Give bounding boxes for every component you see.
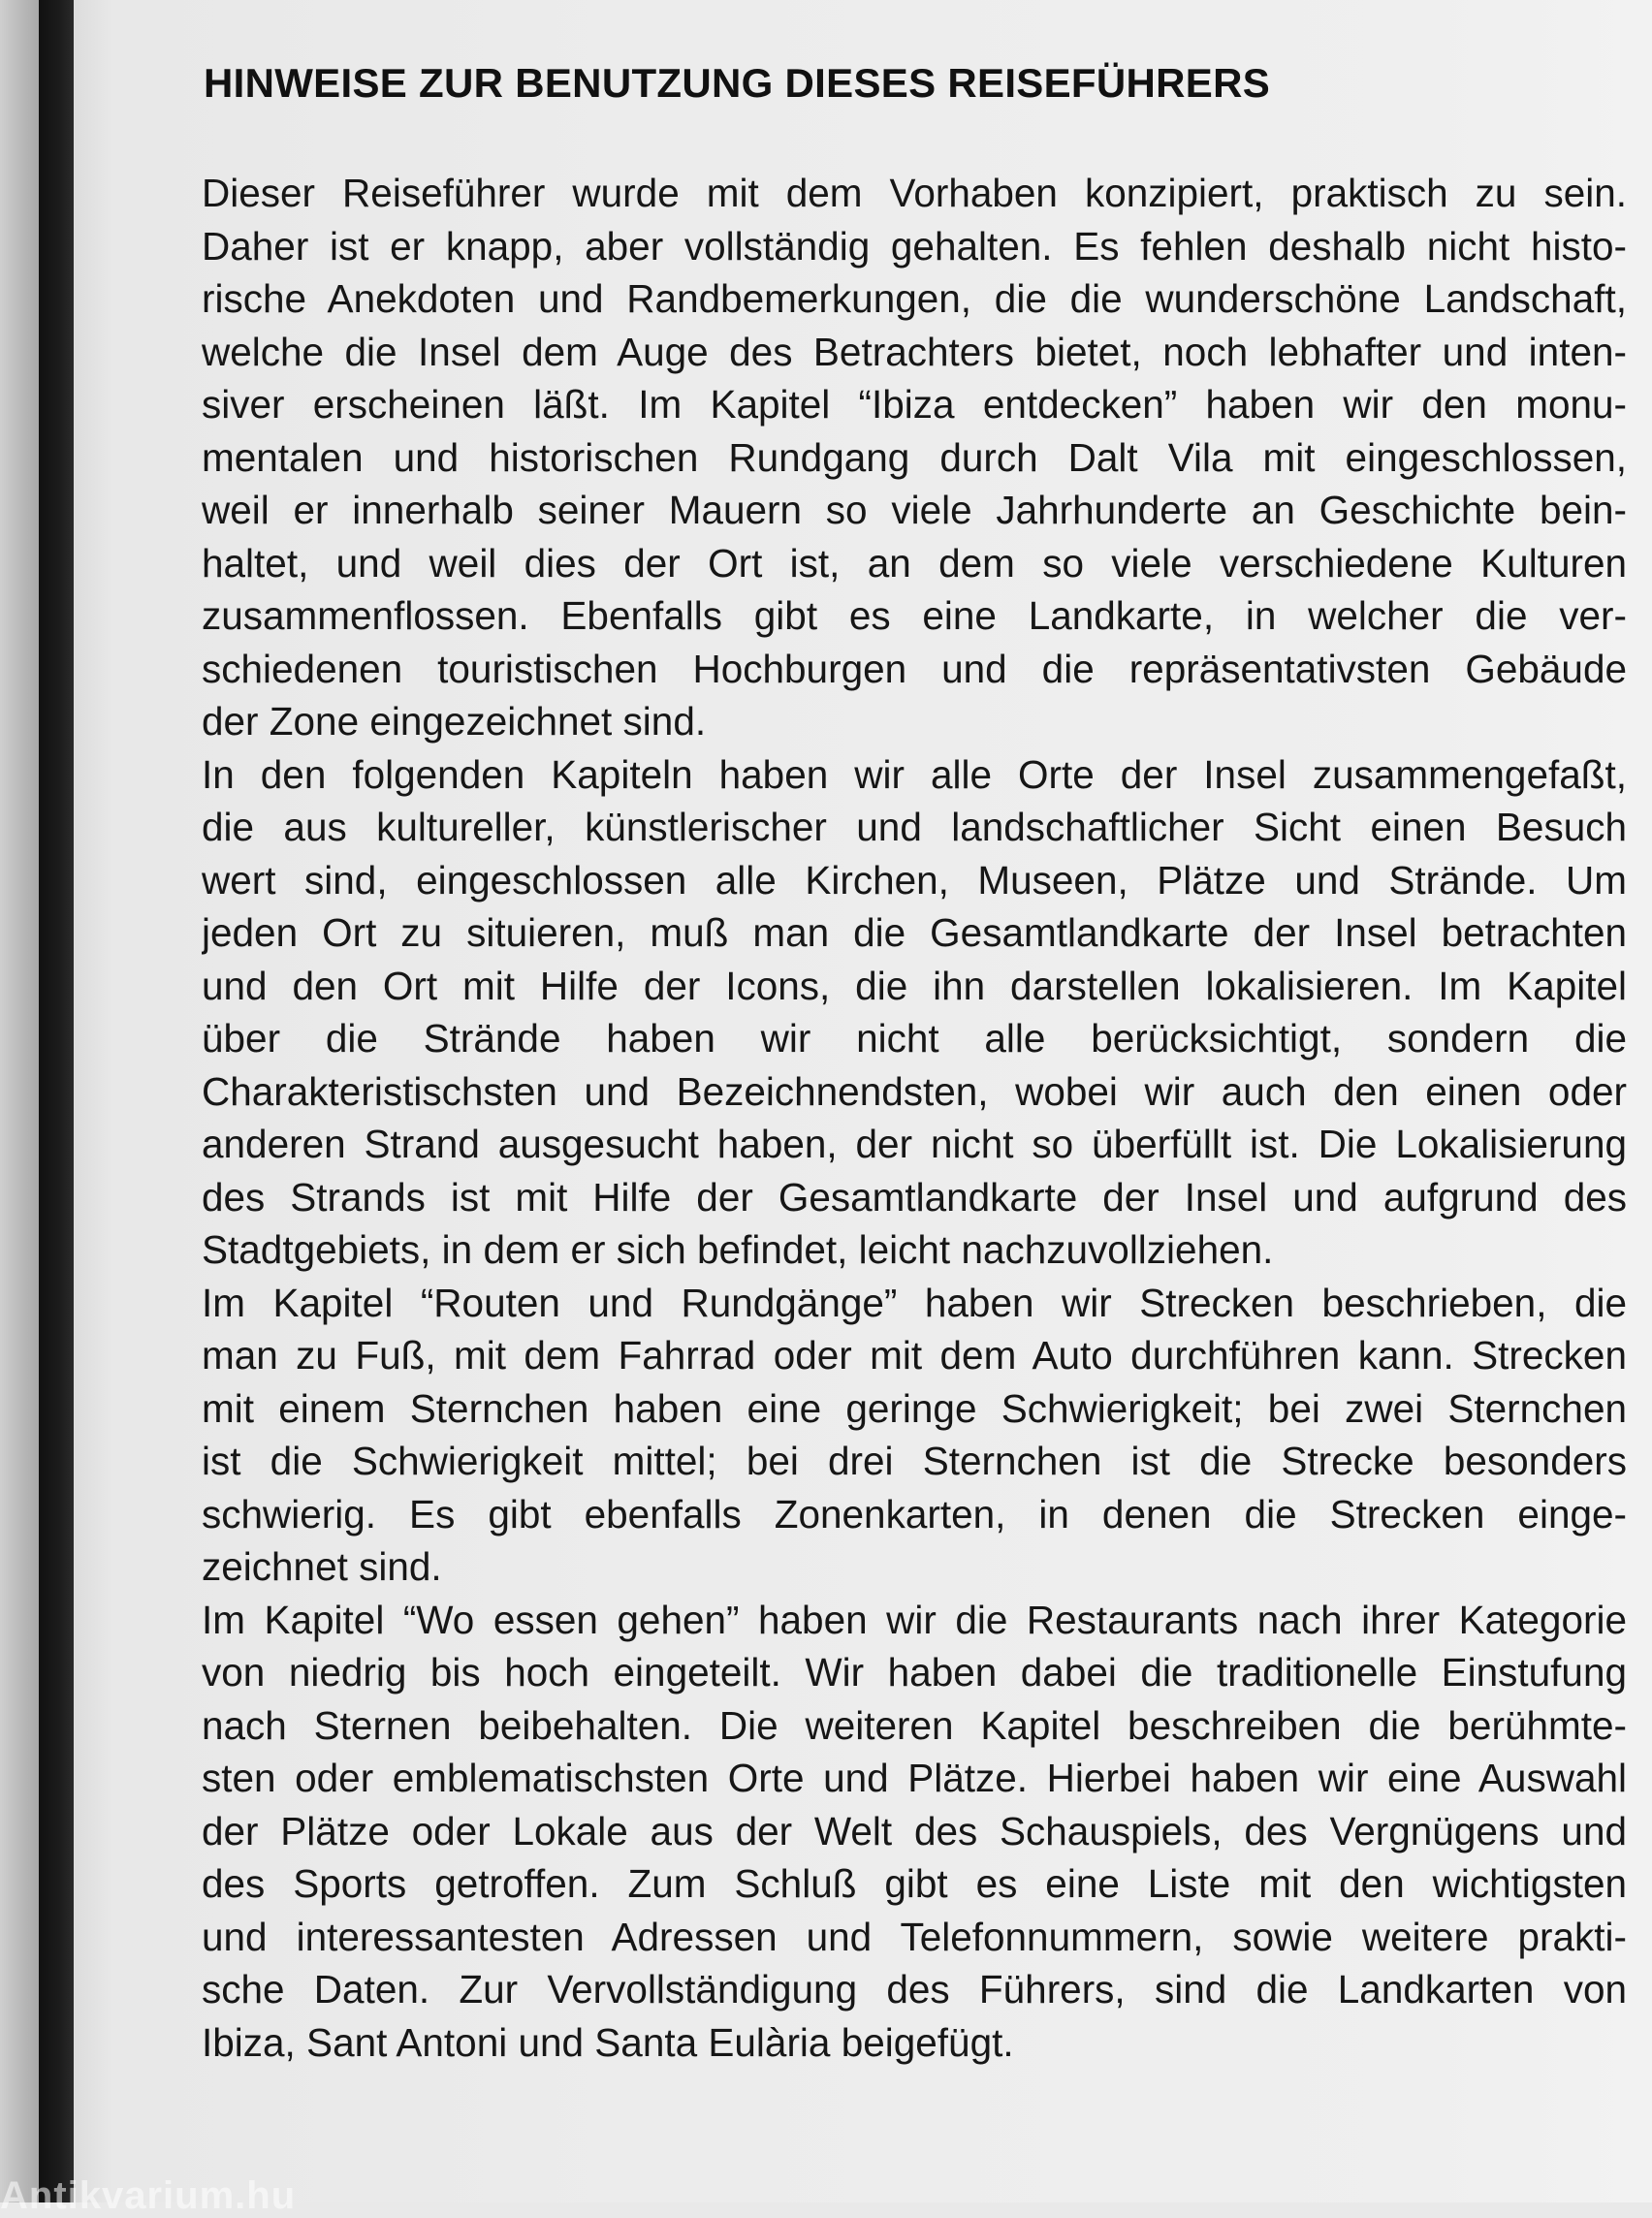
text-line: schiedenen touristischen Hochburgen und die repräsentativsten Gebäude [202,646,1627,691]
text-line: sten oder emblematischsten Orte und Plätze. Hierbei haben wir eine Auswahl [202,1756,1627,1800]
paragraph [202,748,1627,1277]
text-line: Stadtgebiets, in dem er sich befindet, leicht nachzuvollziehen. [202,1227,1274,1272]
text-line: zeichnet sind. [202,1544,442,1589]
watermark: Antikvarium.hu [0,2174,297,2217]
text-line: ist die Schwierigkeit mittel; bei drei Sternchen ist die Strecke besonders [202,1439,1627,1483]
text-line: und interessantesten Adressen und Telefonnummern, sowie weitere prakti- [202,1914,1627,1959]
paragraph [202,167,1627,748]
paragraph [202,1594,1627,2070]
text-line: wert sind, eingeschlossen alle Kirchen, Museen, Plätze und Strände. Um [202,857,1627,903]
text-line: siver erscheinen läßt. Im Kapitel “Ibiza entdecken” haben wir den monu- [202,382,1627,427]
text-line: Im Kapitel “Wo essen gehen” haben wir die Restaurants nach ihrer Kategorie [202,1597,1627,1642]
page-title: HINWEISE ZUR BENUTZUNG DIESES REISEFÜHRERS [204,60,1271,106]
book-page [74,0,1652,2202]
text-line: von niedrig bis hoch eingeteilt. Wir haben dabei die traditionelle Einstufung [202,1650,1627,1695]
text-line: schwierig. Es gibt ebenfalls Zonenkarten, in denen die Strecken einge- [202,1491,1627,1537]
text-line: Im Kapitel “Routen und Rundgänge” haben wir Strecken beschrieben, die [202,1280,1627,1325]
text-line: Dieser Reiseführer wurde mit dem Vorhaben konzipiert, praktisch zu sein. [202,171,1627,215]
text-line: anderen Strand ausgesucht haben, der nicht so überfüllt ist. Die Lokalisierung [202,1122,1627,1166]
text-line: des Strands ist mit Hilfe der Gesamtlandkarte der Insel und aufgrund des [202,1174,1627,1220]
text-line: haltet, und weil dies der Ort ist, an dem so viele verschiedene Kulturen [202,540,1627,586]
text-line: sche Daten. Zur Vervollständigung des Führers, sind die Landkarten von [202,1967,1627,2012]
text-line: welche die Insel dem Auge des Betrachters bietet, noch lebhafter und inten- [202,329,1627,374]
paragraph [202,1277,1627,1594]
text-line: mentalen und historischen Rundgang durch Dalt Vila mit eingeschlossen, [202,434,1627,480]
spine-shadow [39,0,74,2202]
text-line: In den folgenden Kapiteln haben wir alle Orte der Insel zusammengefaßt, [202,751,1627,797]
text-line: mit einem Sternchen haben eine geringe Schwierigkeit; bei zwei Sternchen [202,1385,1627,1431]
book-binding-edge [0,0,39,2202]
text-line: über die Strände haben wir nicht alle berücksichtigt, sondern die [202,1016,1627,1061]
text-line: der Zone eingezeichnet sind. [202,699,707,744]
text-line: jeden Ort zu situieren, muß man die Gesamtlandkarte der Insel betrachten [202,910,1627,955]
text-line: zusammenflossen. Ebenfalls gibt es eine Landkarte, in welcher die ver- [202,593,1627,638]
text-line: die aus kultureller, künstlerischer und landschaftlicher Sicht einen Besuch [202,805,1627,849]
text-line: Charakteristischsten und Bezeichnendsten, wobei wir auch den einen oder [202,1068,1627,1114]
text-line: der Plätze oder Lokale aus der Welt des Schauspiels, des Vergnügens und [202,1808,1627,1854]
text-line: des Sports getroffen. Zum Schluß gibt es eine Liste mit den wichtigsten [202,1861,1627,1906]
text-line: man zu Fuß, mit dem Fahrrad oder mit dem Auto durchführen kann. Strecken [202,1333,1627,1378]
text-line: und den Ort mit Hilfe der Icons, die ihn darstellen lokalisieren. Im Kapitel [202,963,1627,1008]
body-text [202,167,1627,2069]
text-line: weil er innerhalb seiner Mauern so viele Jahrhunderte an Geschichte bein- [202,488,1627,532]
text-line: rische Anekdoten und Randbemerkungen, die die wunderschöne Landschaft, [202,276,1627,321]
text-line: Ibiza, Sant Antoni und Santa Eulària beigefügt. [202,2019,1014,2065]
text-line: nach Sternen beibehalten. Die weiteren Kapitel beschreiben die berühmte- [202,1702,1627,1748]
text-line: Daher ist er knapp, aber vollständig gehalten. Es fehlen deshalb nicht histo- [202,223,1627,269]
